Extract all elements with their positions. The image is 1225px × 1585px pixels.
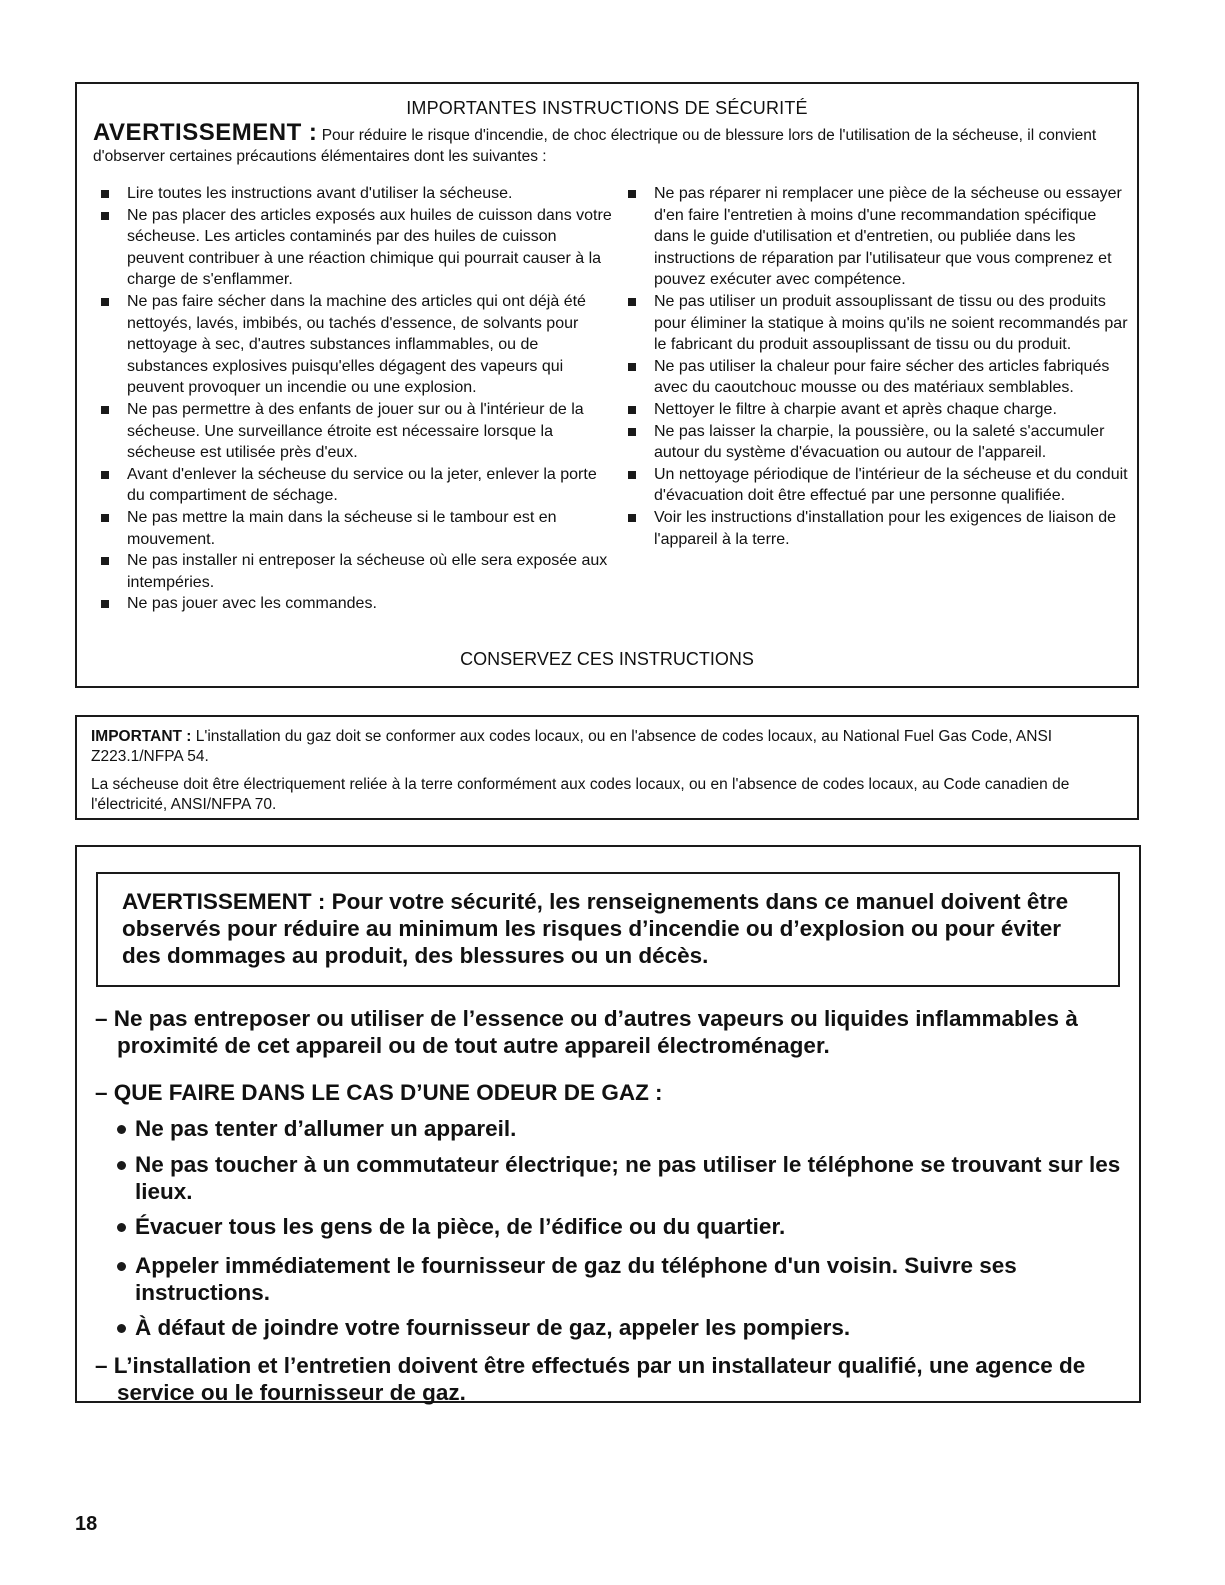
list-item: Ne pas faire sécher dans la machine des articles qui ont déjà été nettoyés, lavés, imbibés, ou tachés d'essence, de solvants pour nettoyage à sec, d'autres substances inflammables, ou de substances explosives puisqu'elles dégagent des vapeurs qui peuvent provoquer un incendie ou une explosion. (97, 291, 612, 399)
square-bullet-icon (628, 190, 636, 198)
list-item: Ne pas utiliser la chaleur pour faire sécher des articles fabriqués avec du caoutchouc mousse ou des matériaux semblables. (624, 356, 1134, 399)
gas-warning-box (75, 845, 1141, 1403)
list-item: Ne pas réparer ni remplacer une pièce de la sécheuse ou essayer d'en faire l'entretien à moins d'une recommandation spécifique dans le guide d'utilisation et d'entretien, ou publiée dans les instructions de réparation par l'utilisateur que vous comprenez et pouvez exécuter avec compétence. (624, 183, 1134, 291)
square-bullet-icon (101, 298, 109, 306)
list-item: Ne pas installer ni entreposer la sécheuse où elle sera exposée aux intempéries. (97, 550, 612, 593)
important-note-box (75, 715, 1139, 820)
dot-bullet-icon (117, 1262, 126, 1271)
list-item: Ne pas mettre la main dans la sécheuse si le tambour est en mouvement. (97, 507, 612, 550)
dot-bullet-icon (117, 1161, 126, 1170)
list-item: Ne pas toucher à un commutateur électrique; ne pas utiliser le téléphone se trouvant sur les lieux. (115, 1151, 1140, 1205)
list-item: Ne pas jouer avec les commandes. (97, 593, 612, 615)
square-bullet-icon (101, 406, 109, 414)
left-column-list (97, 183, 612, 615)
list-item: Évacuer tous les gens de la pièce, de l’édifice ou du quartier. (115, 1213, 1140, 1240)
important-paragraph-gas: IMPORTANT : L'installation du gaz doit se conformer aux codes locaux, ou en l'absence de codes locaux, au National Fuel Gas Code, ANSI Z223.1/NFPA 54. (91, 728, 1053, 765)
dot-bullet-icon (117, 1223, 126, 1232)
qualified-installer-item: – L’installation et l’entretien doivent être effectués par un installateur qualifié, une agence de service ou le fournisseur de gaz. (95, 1353, 1086, 1405)
square-bullet-icon (101, 514, 109, 522)
important-label: IMPORTANT : (91, 728, 192, 745)
safety-title: IMPORTANTES INSTRUCTIONS DE SÉCURITÉ (406, 98, 808, 118)
no-flammables-item: – Ne pas entreposer ou utiliser de l’essence ou d’autres vapeurs ou liquides inflammables à proximité de cet appareil ou de tout autre appareil électroménager. (95, 1006, 1078, 1058)
square-bullet-icon (628, 406, 636, 414)
square-bullet-icon (101, 212, 109, 220)
square-bullet-icon (628, 471, 636, 479)
gas-warning-statement: AVERTISSEMENT : Pour votre sécurité, les renseignements dans ce manuel doivent être observés pour réduire au minimum les risques d’incendie ou d’explosion ou pour éviter des dommages au produit, des blessures ou un décès. (96, 872, 1120, 987)
save-instructions-footer: CONSERVEZ CES INSTRUCTIONS (460, 649, 754, 669)
square-bullet-icon (628, 298, 636, 306)
page-number: 18 (75, 1513, 98, 1535)
list-item: Nettoyer le filtre à charpie avant et après chaque charge. (624, 399, 1134, 421)
list-item: Ne pas placer des articles exposés aux huiles de cuisson dans votre sécheuse. Les articles contaminés par des huiles de cuisson peuvent contribuer à une réaction chimique qui pourrait causer à la charge de s'enflammer. (97, 205, 612, 291)
list-item: Avant d'enlever la sécheuse du service ou la jeter, enlever la porte du compartiment de séchage. (97, 464, 612, 507)
list-item: À défaut de joindre votre fournisseur de gaz, appeler les pompiers. (115, 1314, 1140, 1341)
dot-bullet-icon (117, 1324, 126, 1333)
square-bullet-icon (628, 428, 636, 436)
warning-word: AVERTISSEMENT : (93, 119, 318, 146)
list-item: Un nettoyage périodique de l'intérieur de la sécheuse et du conduit d'évacuation doit être effectué par une personne qualifiée. (624, 464, 1134, 507)
warning-text: Pour réduire le risque d'incendie, de choc électrique ou de blessure lors de l'utilisation de la sécheuse, il convient d'observer certaines précautions élémentaires dont les suivantes : (93, 127, 1097, 165)
important-paragraph-electric: La sécheuse doit être électriquement reliée à la terre conformément aux codes locaux, ou en l'absence de codes locaux, au Code canadien de l'électricité, ANSI/NFPA 70. (91, 776, 1070, 813)
warning-intro (93, 119, 1123, 167)
square-bullet-icon (628, 363, 636, 371)
dot-bullet-icon (117, 1125, 126, 1134)
list-item: Ne pas tenter d’allumer un appareil. (115, 1115, 1140, 1142)
safety-instructions-box (75, 82, 1139, 688)
right-column-list (624, 183, 1134, 550)
list-item: Ne pas laisser la charpie, la poussière, ou la saleté s'accumuler autour du système d'évacuation ou autour de l'appareil. (624, 421, 1134, 464)
list-item: Lire toutes les instructions avant d'utiliser la sécheuse. (97, 183, 612, 205)
square-bullet-icon (101, 557, 109, 565)
list-item: Ne pas utiliser un produit assouplissant de tissu ou des produits pour éliminer la statique à moins qu'ils ne soient recommandés par le fabricant du produit assouplissant de tissu ou du produit. (624, 291, 1134, 356)
list-item: Voir les instructions d'installation pour les exigences de liaison de l'appareil à la terre. (624, 507, 1134, 550)
list-item: Ne pas permettre à des enfants de jouer sur ou à l'intérieur de la sécheuse. Une surveillance étroite est nécessaire lorsque la sécheuse est utilisée près d'eux. (97, 399, 612, 464)
square-bullet-icon (628, 514, 636, 522)
square-bullet-icon (101, 600, 109, 608)
list-item: Appeler immédiatement le fournisseur de gaz du téléphone d'un voisin. Suivre ses instructions. (115, 1252, 1140, 1306)
square-bullet-icon (101, 190, 109, 198)
gas-odor-heading: – QUE FAIRE DANS LE CAS D’UNE ODEUR DE GAZ : (95, 1080, 663, 1105)
square-bullet-icon (101, 471, 109, 479)
